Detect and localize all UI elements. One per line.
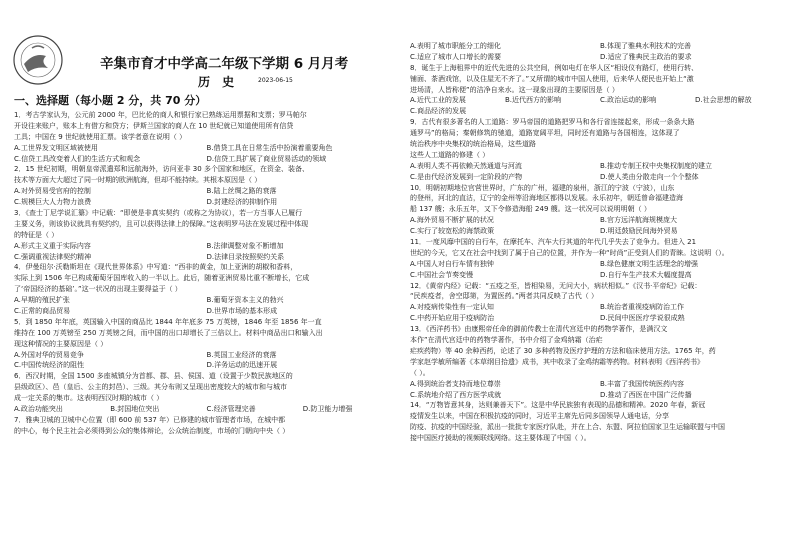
question-text-line: 13．《西洋药书》由康熙帝任命的御前传教士在清代宫廷中的药物学著作，是满汉文 [410,325,668,334]
option-choice: A.早期的殖民扩张 [14,296,70,305]
option-choice: D.明廷鼓励民间海外贸易 [600,227,678,236]
question-text-line: 2．15 世纪初期，明朝皇帝派遣郑和远航海外，访问亚非 30 多个国家和地区，在资金、装备、 [14,165,309,174]
option-row [14,143,399,154]
option-choice: D.封建经济的抑制作用 [206,198,278,207]
question-text-line: 成一定关系的集市。这表明西汉时期的城市（ ） [14,394,164,403]
question-text-line: 的特征是（ ） [14,230,59,239]
left-column [14,110,399,437]
option-choice: D.推动了西医在中国广泛传播 [600,390,692,399]
option-choice: D.民间中医医疗学说很成熟 [600,314,685,323]
option-choice: A.中国人对自行车情有独钟 [410,259,494,268]
section-heading: 一、选择题（每小题 2 分，共 70 分） [14,94,207,107]
question-text-line: 防疫、抗疫的中国经验，派出一批批专家医疗队赴，并在上合、东盟、阿拉伯国家卫生运输联盟与中国 [410,423,725,432]
subject-title: 历 史 [198,75,239,89]
option-choice: C.正常的商品贸易 [14,307,71,316]
option-choice: C.经济管理完善 [206,405,256,414]
option-row [410,172,790,183]
question-text-line: 9．古代有很多著名的人工道路：罗马帝国的道路把罗马和各行省连接起来，形成一条条大路 [410,118,695,127]
option-choice: A.得到统治者支持而地位尊崇 [410,379,501,388]
option-choice: C.实行了较宽松的海禁政策 [410,227,495,236]
option-choice: D.洋务运动的迅速开展 [206,361,278,370]
question-text-line: 的登州，河北的直沽，辽宁的金州等沿海地区都得以发展。永乐初年，朝廷曾命福建造海 [410,194,683,203]
option-choice: A.海外贸易不断扩展的状况 [410,216,494,225]
question-text-line: 11．一度风靡中国的自行车，在摩托车、汽车大行其道的年代几乎失去了竞争力。但进入 21 [410,238,697,247]
option-choice: D.适应了雅典民主政治的要求 [600,52,692,61]
option-choice: C.政治运动的影响 [600,96,657,105]
question-text-line: 县级政区）、邑（皇后、公主的封邑）、三级。其分布则又呈现出密度较大的城市和与城市 [14,383,287,392]
question-text-line: 维持在 100 万英镑至 250 万英镑之间，而中国的出口却增长了三倍以上。材料中商品出口和输入出 [14,328,323,337]
option-choice: A.近代工业的发展 [410,96,466,105]
option-choice: A.对外贸易受官府的控制 [14,187,91,196]
option-choice: B.陆上丝绸之路的衰落 [206,187,277,196]
option-row [14,154,399,165]
question-text-line: 5．到 1850 年年底，英国输入中国的商品比 1844 年年底多 75 万英镑，1846 年至 1856 年一直 [14,317,322,326]
option-choice: C.信贷工具改变着人们的生活方式和观念 [14,154,141,163]
option-choice: B.英国工业经济的衰落 [206,350,277,359]
option-row [14,350,399,361]
option-choice: B.近代西方的影响 [505,96,562,105]
option-row [14,186,399,197]
question-text-line: 技术等方面大大超过了同一时期的欧洲航海，但却不能持续。其根本原因是（ ） [14,176,262,185]
option-row [410,390,790,401]
option-choice: B.统治者重视疫病防治工作 [600,303,685,312]
option-choice: A.表明人类不再依赖天然通道与河流 [410,161,522,170]
option-row [410,215,790,226]
option-choice: B.绿色健康文明生活理念的增强 [600,259,699,268]
option-choice: A.对疫病传染性有一定认知 [410,303,494,312]
question-text-line: 主要义务，则该协议就具有契约约，且可以获得法律上的保障。”这表明罗马法在发展过程中体现 [14,219,309,228]
option-choice: A.表明了城市职能分工的细化 [410,42,501,50]
option-choice: D.社会思想的解放 [695,96,752,105]
option-choice: C.强调重视法律契约精神 [14,252,92,261]
question-text-line: 3．《查士丁尼学说汇纂》中记载：“即使是非真实契约（或称之为协议），若一方当事人已履行 [14,209,303,218]
option-choice: C.系统地介绍了西方医学成就 [410,390,502,399]
question-text-line: 了‘帝国经济的基础’。”这一状况的出现主要得益于（ ） [14,285,182,294]
school-seal-icon [12,34,64,86]
exam-date: 2023-06-15 [258,77,293,84]
question-text-line: 世纪的今天，它又在社会中找到了属于自己的位置，并作为一种“时尚”正受到人们的青睐。这说明（）。 [410,248,729,257]
option-row [410,161,790,172]
question-text-line: “民疾疫者，舍空邸第，为置医药。”两者共同反映了古代（ ） [410,292,598,301]
question-text-line: 开设往来账户，账本上有借方和贷方；伊斯兰国家的商人在 10 世纪就已知道使用所有信贷 [14,121,294,130]
option-choice: D.防卫能力增强 [302,405,353,414]
option-choice: B.葡萄牙资本主义的勃兴 [206,296,284,305]
option-row [410,259,790,270]
question-text-line: 船 137 艘；永乐五年，又下令修造海船 249 艘。这一状况可以说明明朝（ ） [410,205,651,214]
question-text-line: 4．伊曼纽尔·沃勒斯坦在《现代世界体系》中写道：“西非的黄金，加上亚洲的胡椒和香料， [14,263,298,272]
option-choice: A.工世界发文明区域被使用 [14,143,98,152]
option-row [14,306,399,317]
question-text-line: C.商品经济的发展 [410,107,467,116]
question-text-line: 1．考古学家认为，公元前 2000 年，巴比伦的商人和银行家已熟练运用票据和支票；罗马帕尔 [14,111,307,119]
option-choice: B.推动专制王权中央集权制度的建立 [600,161,713,170]
option-choice: C.中国社会节奏变慢 [410,270,474,279]
question-text-line: 学家赵学敏所编著《本草纲目拾遗》成书，其中收录了金鸡纳霜等药物。材料表明《西洋药书》 [410,357,704,366]
option-row [410,52,790,63]
option-choice: C.中药开始应用于疫病防治 [410,314,495,323]
option-choice: B.官方远洋航海规模庞大 [600,216,678,225]
question-text-line: 8．诞生于上海租界中的近代先进的公共空间，例如电灯在华人区“相设仪有路灯，使用行转、 [410,63,699,72]
question-text-line: 现这种情况的主要原因是（ ） [14,339,108,348]
question-text-line: 通罗马”的格局；秦朝修筑的驰道，道路宽阔平坦，同时还有道路与各国相连，这体现了 [410,129,680,138]
question-text-line: 12．《黄帝内经》记载：“五疫之至，皆相染易，无问大小，病状相似。”《汉书·平帝纪》记载： [410,281,702,290]
option-choice: B.丰富了我国传统医药内容 [600,379,685,388]
question-text-line: 本作”在清代宫廷中的药物学著作，书中介绍了金鸡纳霜（治疟 [410,336,603,345]
question-text-line: （ ）。 [410,368,430,377]
option-choice: D.世界市场的基本形成 [206,307,278,316]
option-row [410,270,790,281]
option-choice: D.自行车生产技术大幅度提高 [600,270,692,279]
option-row [410,41,790,52]
option-choice: D.使人类由分散走向一个个整体 [600,172,699,181]
exam-title: 辛集市育才中学高二年级下学期 6 月月考 [100,56,349,72]
option-row [410,95,790,106]
option-row [14,241,399,252]
option-row [14,252,399,263]
question-text-line: 6．西汉时期，全国 1500 多座城镇分为首都、郡、县、侯国、道（设置于少数民族地区的 [14,372,293,381]
question-text-line: 接中国医疗援助的视频联线网络。这主要体现了中国（ ）。 [410,434,591,443]
question-text-line: 进场清，人皆称便”的洁净自来水。这一现象出现的主要原因是（ ） [410,85,619,94]
question-text-line: 10．明朝初期地位官营世界时，广东的广州，福建的泉州，浙江的宁波（宁波），山东 [410,183,675,192]
question-text-line: 这些人工道路的修建（ ） [410,150,490,159]
option-choice: A.形式主义重于实际内容 [14,241,91,250]
question-text-line: 14．“万物皆意其身，达则兼善天下”。这是中华民族独有表现的品德和精神。2020 年春，新冠 [410,401,706,410]
option-choice: C.适应了城市人口增长的需要 [410,52,502,61]
option-row [14,197,399,208]
question-text-line: 疫情发生以来，中国在积极抗疫的同时，习近平主席先后同多国领导人通电话，分享 [410,412,669,421]
option-row [410,379,790,390]
option-choice: B.法律调整对象不断增加 [206,241,284,250]
option-choice: B.借贷工具在日常生活中扮演着重要角色 [206,143,333,152]
option-choice: D.信贷工具扩展了商业贸易活动的领域 [206,154,327,163]
question-text-line: 7．雅典卫城的卫城中心位置（即 600 前 537 年）已修建的城市管理者市场，在城中都 [14,415,286,424]
option-choice: A.外国对华的贸易竞争 [14,350,84,359]
option-choice: A.政治功能突出 [14,405,63,414]
question-text-line: 统治秩序中央集权的统治格局，这些道路 [410,140,536,149]
option-row [410,226,790,237]
question-text-line: 实际上到 1506 年已构成葡萄牙国库收入的一半以上。此后，随着亚洲贸易比重不断增长，它成 [14,274,310,283]
option-choice: B.封国地位突出 [110,405,160,414]
right-column [410,41,790,444]
option-choice: C.是由代经济发展到一定阶段的产物 [410,172,523,181]
option-choice: C.规模巨大人力物力浪费 [14,198,92,207]
option-choice: B.体现了雅典水利技术的完善 [600,42,692,50]
option-choice: C.中国传统经济的阻性 [14,361,85,370]
option-row [410,313,790,324]
option-row [14,360,399,371]
question-text-line: 铺面、茶酒戏馆，以及住屋无不齐了。”又所谓的城市中国人使用，后来华人便民也开始上“激 [410,74,694,83]
question-text-line: 疟疾药物）等 40 余种西药，论述了 30 多种药物及医疗护理的方法和临床使用方法。1765 年，药 [410,346,716,355]
option-row [14,404,399,415]
question-text-line: 工具；中国在 9 世纪就使用汇票。该学者意在说明（ ） [14,132,187,141]
option-choice: D.法律目录按照契约关系 [206,252,285,261]
option-row [410,302,790,313]
question-text-line: 的中心，每个民主社会必须得到公众的集体辩论，公众统治制度，市场的门朝向中央（ ） [14,426,290,435]
option-row [14,295,399,306]
